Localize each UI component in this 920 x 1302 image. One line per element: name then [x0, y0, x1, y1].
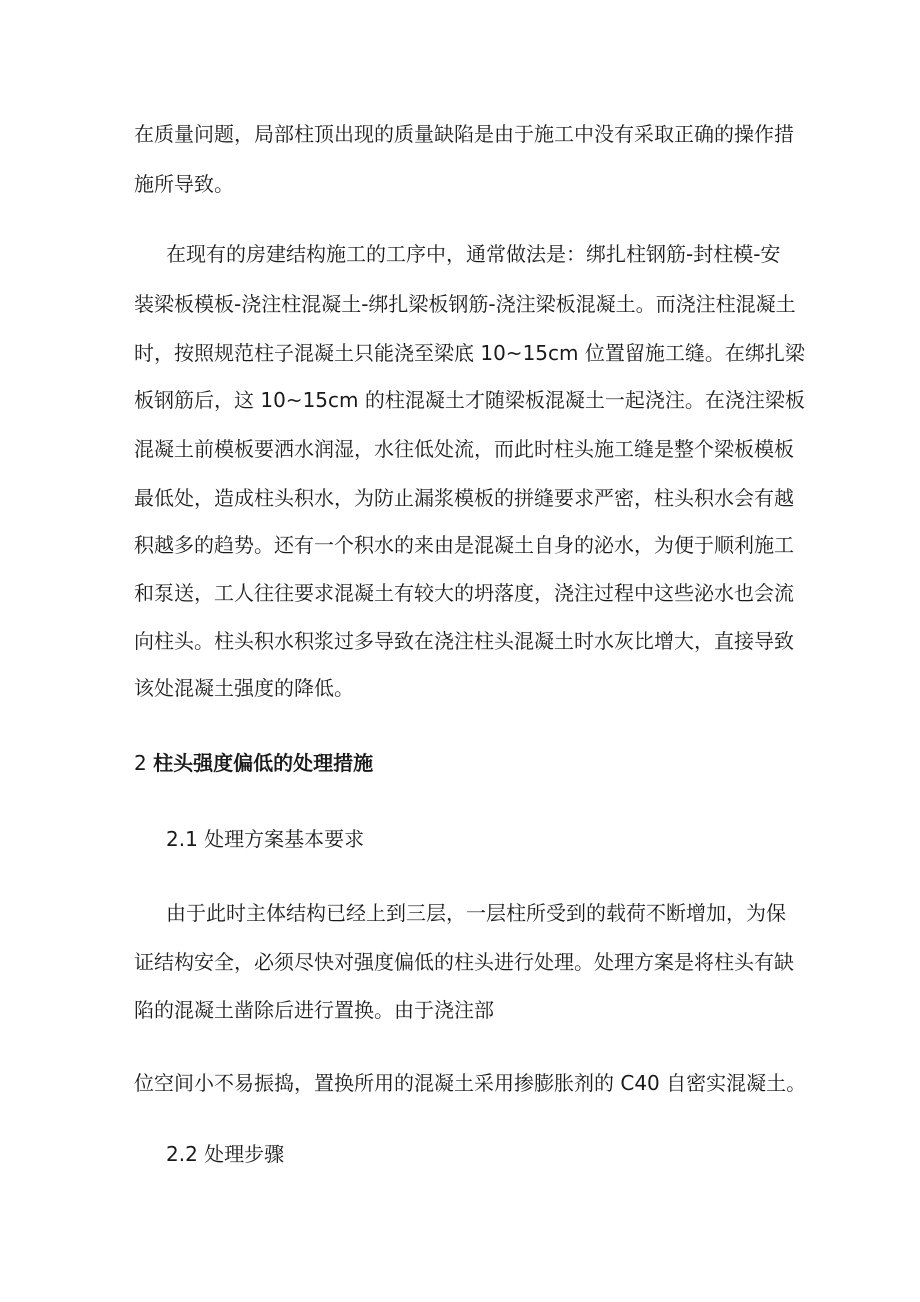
subsection-heading: 2.1 处理方案基本要求: [166, 827, 365, 851]
paragraph-line: 装梁板模板-浇注柱混凝土-绑扎梁板钢筋-浇注梁板混凝土。而浇注柱混凝土: [134, 292, 796, 316]
section-title: 柱头强度偏低的处理措施: [153, 751, 374, 775]
paragraph-line: 施所导致。: [134, 172, 234, 196]
paragraph-line: 证结构安全，必须尽快对强度偏低的柱头进行处理。处理方案是将柱头有缺: [134, 950, 794, 974]
paragraph-line: 积越多的趋势。还有一个积水的来由是混凝土自身的泌水，为便于顺利施工: [134, 533, 794, 557]
paragraph-line: 最低处，造成柱头积水，为防止漏浆模板的拼缝要求严密，柱头积水会有越: [134, 486, 794, 510]
paragraph-line: 在现有的房建结构施工的工序中，通常做法是：绑扎柱钢筋-封柱模-安: [166, 242, 781, 266]
paragraph-line: 陷的混凝土凿除后进行置换。由于浇注部: [134, 998, 494, 1022]
paragraph-line: 在质量问题，局部柱顶出现的质量缺陷是由于施工中没有采取正确的操作措: [134, 122, 794, 146]
subsection-heading: 2.2 处理步骤: [166, 1142, 285, 1166]
paragraph-line: 板钢筋后，这 10~15cm 的柱混凝土才随梁板混凝土一起浇注。在浇注梁板: [134, 388, 805, 412]
paragraph-line: 混凝土前模板要洒水润湿，水往低处流，而此时柱头施工缝是整个梁板模板: [134, 437, 794, 461]
paragraph-line: 向柱头。柱头积水积浆过多导致在浇注柱头混凝土时水灰比增大，直接导致: [134, 629, 794, 653]
paragraph-line: 该处混凝土强度的降低。: [134, 676, 354, 700]
paragraph-line: 和泵送，工人往往要求混凝土有较大的坍落度，浇注过程中这些泌水也会流: [134, 581, 794, 605]
paragraph-line: 时，按照规范柱子混凝土只能浇至梁底 10~15cm 位置留施工缝。在绑扎梁: [134, 341, 805, 365]
paragraph-line: 由于此时主体结构已经上到三层，一层柱所受到的载荷不断增加，为保: [166, 901, 786, 925]
paragraph-line: 位空间小不易振捣，置换所用的混凝土采用掺膨胀剂的 C40 自密实混凝土。: [134, 1071, 807, 1095]
section-heading: [134, 749, 373, 777]
section-number: 2: [134, 751, 147, 775]
